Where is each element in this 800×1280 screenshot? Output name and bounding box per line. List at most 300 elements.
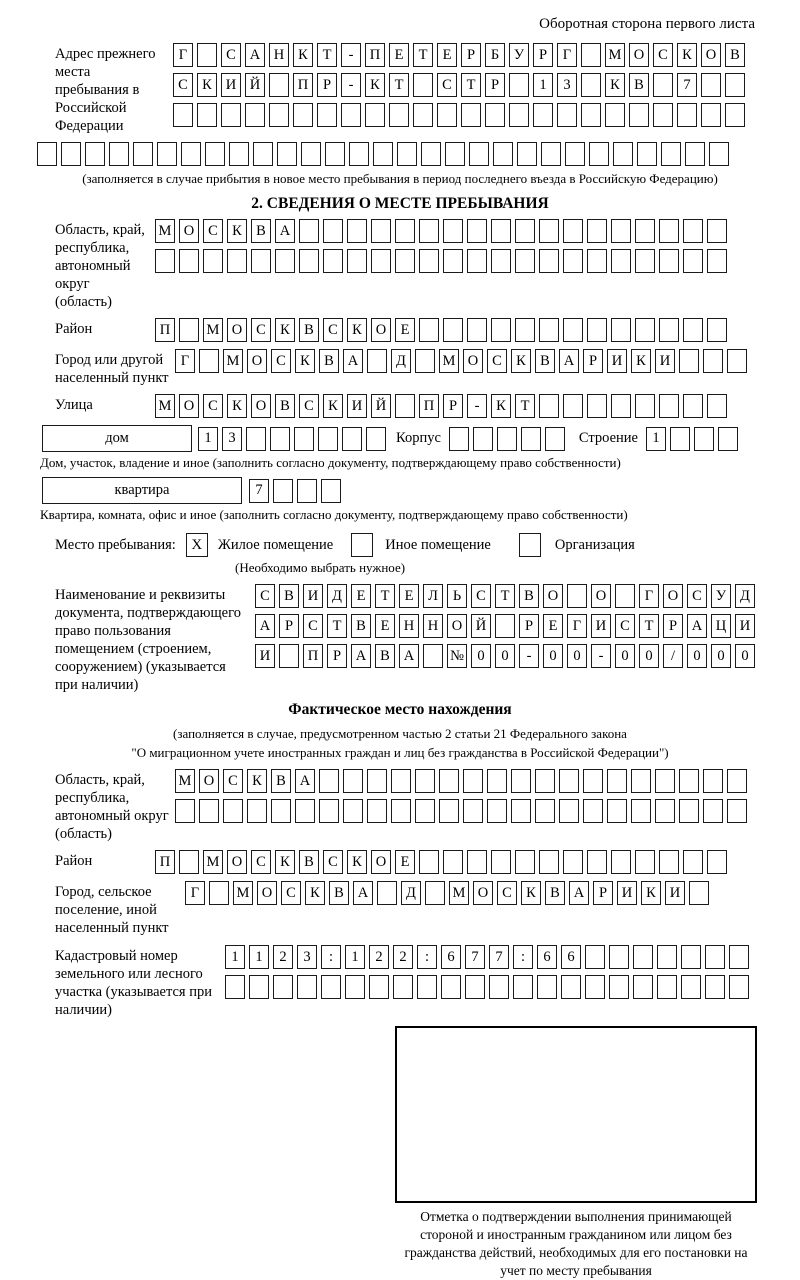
form-cell[interactable] [589, 142, 609, 166]
form-cell[interactable]: С [487, 349, 507, 373]
form-cell[interactable]: А [353, 881, 373, 905]
form-cell[interactable]: О [701, 43, 721, 67]
form-cell[interactable] [393, 975, 413, 999]
form-cell[interactable] [275, 249, 295, 273]
form-cell[interactable] [395, 219, 415, 243]
form-cell[interactable] [443, 249, 463, 273]
form-cell[interactable]: П [293, 73, 313, 97]
form-cell[interactable] [509, 103, 529, 127]
form-cell[interactable]: С [687, 584, 707, 608]
form-cell[interactable] [277, 142, 297, 166]
form-cell[interactable]: И [303, 584, 323, 608]
form-cell[interactable] [269, 73, 289, 97]
form-cell[interactable] [539, 219, 559, 243]
form-cell[interactable]: Е [351, 584, 371, 608]
form-cell[interactable]: Т [515, 394, 535, 418]
zhiloe-checkbox[interactable]: X [186, 533, 208, 557]
form-cell[interactable]: : [417, 945, 437, 969]
form-cell[interactable]: 3 [557, 73, 577, 97]
form-cell[interactable] [419, 318, 439, 342]
form-cell[interactable] [689, 881, 709, 905]
form-cell[interactable]: А [351, 644, 371, 668]
form-cell[interactable]: / [663, 644, 683, 668]
form-cell[interactable] [659, 394, 679, 418]
form-cell[interactable]: - [341, 43, 361, 67]
form-cell[interactable]: М [449, 881, 469, 905]
form-cell[interactable]: Р [443, 394, 463, 418]
form-cell[interactable]: Р [317, 73, 337, 97]
form-cell[interactable]: Г [557, 43, 577, 67]
form-cell[interactable] [273, 975, 293, 999]
form-cell[interactable]: О [371, 318, 391, 342]
form-cell[interactable]: И [221, 73, 241, 97]
form-cell[interactable] [155, 249, 175, 273]
org-checkbox[interactable] [519, 533, 541, 557]
form-cell[interactable] [605, 103, 625, 127]
form-cell[interactable]: Д [391, 349, 411, 373]
form-cell[interactable] [293, 103, 313, 127]
form-cell[interactable] [421, 142, 441, 166]
form-cell[interactable]: М [233, 881, 253, 905]
form-cell[interactable]: 0 [687, 644, 707, 668]
form-cell[interactable] [707, 219, 727, 243]
form-cell[interactable]: А [245, 43, 265, 67]
form-cell[interactable] [489, 975, 509, 999]
form-cell[interactable]: 0 [735, 644, 755, 668]
form-cell[interactable]: К [227, 219, 247, 243]
form-cell[interactable]: Е [543, 614, 563, 638]
form-cell[interactable] [539, 318, 559, 342]
form-cell[interactable]: Т [389, 73, 409, 97]
form-cell[interactable] [343, 799, 363, 823]
inoe-checkbox[interactable] [351, 533, 373, 557]
form-cell[interactable]: : [513, 945, 533, 969]
form-cell[interactable]: Р [583, 349, 603, 373]
form-cell[interactable] [229, 142, 249, 166]
form-cell[interactable] [367, 799, 387, 823]
form-cell[interactable]: Й [371, 394, 391, 418]
form-cell[interactable] [653, 103, 673, 127]
form-cell[interactable] [397, 142, 417, 166]
form-cell[interactable] [469, 142, 489, 166]
form-cell[interactable]: 7 [249, 479, 269, 503]
form-cell[interactable]: П [303, 644, 323, 668]
form-cell[interactable]: Е [395, 318, 415, 342]
form-cell[interactable] [205, 142, 225, 166]
form-cell[interactable] [659, 850, 679, 874]
form-cell[interactable]: П [419, 394, 439, 418]
form-cell[interactable]: Г [185, 881, 205, 905]
form-cell[interactable]: В [725, 43, 745, 67]
form-cell[interactable]: Т [461, 73, 481, 97]
form-cell[interactable] [511, 769, 531, 793]
form-cell[interactable]: В [275, 394, 295, 418]
form-cell[interactable] [703, 799, 723, 823]
form-cell[interactable]: О [199, 769, 219, 793]
form-cell[interactable]: К [511, 349, 531, 373]
form-cell[interactable]: 2 [393, 945, 413, 969]
form-cell[interactable]: Й [245, 73, 265, 97]
form-cell[interactable] [437, 103, 457, 127]
form-cell[interactable] [443, 219, 463, 243]
form-cell[interactable]: П [155, 318, 175, 342]
form-cell[interactable] [539, 249, 559, 273]
form-cell[interactable]: 0 [543, 644, 563, 668]
form-cell[interactable] [467, 219, 487, 243]
form-cell[interactable]: Т [413, 43, 433, 67]
form-cell[interactable] [199, 349, 219, 373]
form-cell[interactable] [342, 427, 362, 451]
form-cell[interactable] [563, 318, 583, 342]
form-cell[interactable] [725, 73, 745, 97]
form-cell[interactable]: С [437, 73, 457, 97]
form-cell[interactable] [343, 769, 363, 793]
form-cell[interactable]: П [365, 43, 385, 67]
form-cell[interactable] [583, 799, 603, 823]
form-cell[interactable] [294, 427, 314, 451]
form-cell[interactable] [683, 219, 703, 243]
form-cell[interactable]: С [203, 219, 223, 243]
form-cell[interactable] [709, 142, 729, 166]
form-cell[interactable]: В [329, 881, 349, 905]
form-cell[interactable] [318, 427, 338, 451]
form-cell[interactable] [611, 850, 631, 874]
form-cell[interactable]: Е [375, 614, 395, 638]
form-cell[interactable] [587, 249, 607, 273]
form-cell[interactable]: С [251, 850, 271, 874]
form-cell[interactable] [683, 850, 703, 874]
form-cell[interactable] [175, 799, 195, 823]
form-cell[interactable]: С [471, 584, 491, 608]
form-cell[interactable] [467, 249, 487, 273]
form-cell[interactable] [321, 479, 341, 503]
form-cell[interactable]: М [439, 349, 459, 373]
form-cell[interactable] [491, 850, 511, 874]
form-cell[interactable]: О [371, 850, 391, 874]
form-cell[interactable] [197, 43, 217, 67]
form-cell[interactable]: В [251, 219, 271, 243]
form-cell[interactable]: 1 [249, 945, 269, 969]
form-cell[interactable] [725, 103, 745, 127]
form-cell[interactable]: С [255, 584, 275, 608]
form-cell[interactable] [609, 945, 629, 969]
form-cell[interactable]: М [203, 850, 223, 874]
form-cell[interactable] [635, 318, 655, 342]
form-cell[interactable]: О [227, 318, 247, 342]
form-cell[interactable]: К [677, 43, 697, 67]
form-cell[interactable] [367, 769, 387, 793]
form-cell[interactable]: Т [375, 584, 395, 608]
form-cell[interactable] [349, 142, 369, 166]
form-cell[interactable]: А [399, 644, 419, 668]
form-cell[interactable]: М [605, 43, 625, 67]
form-cell[interactable] [635, 219, 655, 243]
form-cell[interactable]: М [155, 394, 175, 418]
form-cell[interactable] [245, 103, 265, 127]
form-cell[interactable]: И [617, 881, 637, 905]
form-cell[interactable]: И [735, 614, 755, 638]
form-cell[interactable] [425, 881, 445, 905]
form-cell[interactable] [373, 142, 393, 166]
form-cell[interactable] [670, 427, 690, 451]
form-cell[interactable] [209, 881, 229, 905]
form-cell[interactable] [683, 318, 703, 342]
form-cell[interactable]: Р [461, 43, 481, 67]
form-cell[interactable] [463, 769, 483, 793]
form-cell[interactable] [221, 103, 241, 127]
form-cell[interactable]: О [663, 584, 683, 608]
form-cell[interactable]: К [275, 850, 295, 874]
form-cell[interactable] [467, 850, 487, 874]
form-cell[interactable] [703, 769, 723, 793]
form-cell[interactable] [445, 142, 465, 166]
form-cell[interactable] [511, 799, 531, 823]
form-cell[interactable]: А [275, 219, 295, 243]
form-cell[interactable] [563, 394, 583, 418]
form-cell[interactable]: И [607, 349, 627, 373]
form-cell[interactable] [655, 769, 675, 793]
form-cell[interactable] [701, 73, 721, 97]
form-cell[interactable] [463, 799, 483, 823]
form-cell[interactable] [419, 249, 439, 273]
form-cell[interactable]: Г [567, 614, 587, 638]
form-cell[interactable] [635, 249, 655, 273]
form-cell[interactable] [366, 427, 386, 451]
form-cell[interactable] [533, 103, 553, 127]
form-cell[interactable] [377, 881, 397, 905]
form-cell[interactable] [581, 43, 601, 67]
form-cell[interactable] [655, 799, 675, 823]
form-cell[interactable]: 3 [297, 945, 317, 969]
form-cell[interactable] [611, 219, 631, 243]
form-cell[interactable] [701, 103, 721, 127]
form-cell[interactable]: В [299, 850, 319, 874]
form-cell[interactable] [679, 349, 699, 373]
form-cell[interactable] [495, 614, 515, 638]
form-cell[interactable] [443, 850, 463, 874]
form-cell[interactable] [491, 318, 511, 342]
form-cell[interactable] [653, 73, 673, 97]
form-cell[interactable]: Д [735, 584, 755, 608]
form-cell[interactable] [611, 318, 631, 342]
form-cell[interactable] [657, 945, 677, 969]
form-cell[interactable] [545, 427, 565, 451]
form-cell[interactable]: Ц [711, 614, 731, 638]
form-cell[interactable] [707, 318, 727, 342]
form-cell[interactable]: Д [401, 881, 421, 905]
form-cell[interactable]: К [347, 318, 367, 342]
form-cell[interactable] [61, 142, 81, 166]
form-cell[interactable] [319, 799, 339, 823]
form-cell[interactable] [321, 975, 341, 999]
form-cell[interactable]: : [321, 945, 341, 969]
form-cell[interactable] [279, 644, 299, 668]
form-cell[interactable] [179, 850, 199, 874]
form-cell[interactable] [197, 103, 217, 127]
form-cell[interactable] [323, 249, 343, 273]
form-cell[interactable] [297, 975, 317, 999]
form-cell[interactable] [345, 975, 365, 999]
form-cell[interactable] [269, 103, 289, 127]
form-cell[interactable] [685, 142, 705, 166]
form-cell[interactable] [253, 142, 273, 166]
form-cell[interactable]: В [519, 584, 539, 608]
form-cell[interactable]: 2 [369, 945, 389, 969]
form-cell[interactable] [181, 142, 201, 166]
form-cell[interactable] [613, 142, 633, 166]
form-cell[interactable]: Е [399, 584, 419, 608]
form-cell[interactable] [317, 103, 337, 127]
form-cell[interactable] [729, 945, 749, 969]
form-cell[interactable] [179, 318, 199, 342]
form-cell[interactable] [465, 975, 485, 999]
form-cell[interactable]: Д [327, 584, 347, 608]
form-cell[interactable]: С [497, 881, 517, 905]
form-cell[interactable]: - [519, 644, 539, 668]
form-cell[interactable]: Р [663, 614, 683, 638]
form-cell[interactable]: В [375, 644, 395, 668]
form-cell[interactable]: С [323, 318, 343, 342]
form-cell[interactable]: Р [279, 614, 299, 638]
form-cell[interactable]: Г [175, 349, 195, 373]
form-cell[interactable] [270, 427, 290, 451]
form-cell[interactable] [515, 219, 535, 243]
form-cell[interactable] [581, 103, 601, 127]
form-cell[interactable]: - [467, 394, 487, 418]
form-cell[interactable]: С [251, 318, 271, 342]
form-cell[interactable]: А [295, 769, 315, 793]
form-cell[interactable]: 6 [537, 945, 557, 969]
form-cell[interactable]: 0 [711, 644, 731, 668]
form-cell[interactable] [631, 799, 651, 823]
form-cell[interactable] [707, 850, 727, 874]
form-cell[interactable]: - [341, 73, 361, 97]
form-cell[interactable]: А [255, 614, 275, 638]
form-cell[interactable]: 0 [615, 644, 635, 668]
form-cell[interactable] [493, 142, 513, 166]
form-cell[interactable] [583, 769, 603, 793]
form-cell[interactable] [637, 142, 657, 166]
form-cell[interactable] [563, 249, 583, 273]
form-cell[interactable] [173, 103, 193, 127]
form-cell[interactable] [633, 975, 653, 999]
form-cell[interactable]: К [295, 349, 315, 373]
form-cell[interactable] [585, 975, 605, 999]
form-cell[interactable] [413, 73, 433, 97]
form-cell[interactable]: Л [423, 584, 443, 608]
form-cell[interactable] [37, 142, 57, 166]
form-cell[interactable] [485, 103, 505, 127]
form-cell[interactable]: А [687, 614, 707, 638]
form-cell[interactable] [473, 427, 493, 451]
form-cell[interactable] [199, 799, 219, 823]
form-cell[interactable] [423, 644, 443, 668]
form-cell[interactable] [461, 103, 481, 127]
form-cell[interactable]: В [629, 73, 649, 97]
form-cell[interactable] [487, 769, 507, 793]
form-cell[interactable]: О [227, 850, 247, 874]
form-cell[interactable]: М [155, 219, 175, 243]
form-cell[interactable]: А [559, 349, 579, 373]
form-cell[interactable]: О [543, 584, 563, 608]
form-cell[interactable] [85, 142, 105, 166]
form-cell[interactable] [557, 103, 577, 127]
form-cell[interactable] [347, 249, 367, 273]
form-cell[interactable] [415, 799, 435, 823]
form-cell[interactable]: 1 [198, 427, 218, 451]
form-cell[interactable]: Е [437, 43, 457, 67]
form-cell[interactable] [415, 769, 435, 793]
form-cell[interactable] [251, 249, 271, 273]
form-cell[interactable] [515, 249, 535, 273]
form-cell[interactable]: О [473, 881, 493, 905]
form-cell[interactable]: С [223, 769, 243, 793]
form-cell[interactable] [681, 945, 701, 969]
form-cell[interactable] [559, 769, 579, 793]
form-cell[interactable]: К [227, 394, 247, 418]
form-cell[interactable]: О [463, 349, 483, 373]
form-cell[interactable]: К [347, 850, 367, 874]
form-cell[interactable]: С [615, 614, 635, 638]
form-cell[interactable] [491, 249, 511, 273]
form-cell[interactable] [587, 318, 607, 342]
form-cell[interactable]: М [223, 349, 243, 373]
form-cell[interactable]: 0 [639, 644, 659, 668]
form-cell[interactable] [679, 799, 699, 823]
form-cell[interactable] [661, 142, 681, 166]
form-cell[interactable]: Р [593, 881, 613, 905]
form-cell[interactable] [391, 799, 411, 823]
form-cell[interactable] [515, 850, 535, 874]
form-cell[interactable] [443, 318, 463, 342]
form-cell[interactable] [415, 349, 435, 373]
form-cell[interactable] [323, 219, 343, 243]
form-cell[interactable] [659, 318, 679, 342]
form-cell[interactable] [587, 850, 607, 874]
form-cell[interactable]: К [641, 881, 661, 905]
form-cell[interactable] [615, 584, 635, 608]
form-cell[interactable]: К [605, 73, 625, 97]
form-cell[interactable] [559, 799, 579, 823]
form-cell[interactable]: И [255, 644, 275, 668]
form-cell[interactable]: А [343, 349, 363, 373]
form-cell[interactable] [705, 975, 725, 999]
form-cell[interactable] [365, 103, 385, 127]
form-cell[interactable] [727, 799, 747, 823]
form-cell[interactable] [611, 249, 631, 273]
form-cell[interactable] [694, 427, 714, 451]
form-cell[interactable]: П [155, 850, 175, 874]
form-cell[interactable] [581, 73, 601, 97]
form-cell[interactable]: 6 [561, 945, 581, 969]
form-cell[interactable] [561, 975, 581, 999]
form-cell[interactable] [249, 975, 269, 999]
form-cell[interactable]: И [655, 349, 675, 373]
form-cell[interactable] [513, 975, 533, 999]
form-cell[interactable] [535, 799, 555, 823]
form-cell[interactable]: В [535, 349, 555, 373]
form-cell[interactable] [718, 427, 738, 451]
form-cell[interactable]: 1 [345, 945, 365, 969]
form-cell[interactable]: И [591, 614, 611, 638]
form-cell[interactable]: Б [485, 43, 505, 67]
form-cell[interactable]: 0 [495, 644, 515, 668]
form-cell[interactable]: 6 [441, 945, 461, 969]
form-cell[interactable]: С [271, 349, 291, 373]
form-cell[interactable]: О [447, 614, 467, 638]
form-cell[interactable] [729, 975, 749, 999]
form-cell[interactable] [157, 142, 177, 166]
